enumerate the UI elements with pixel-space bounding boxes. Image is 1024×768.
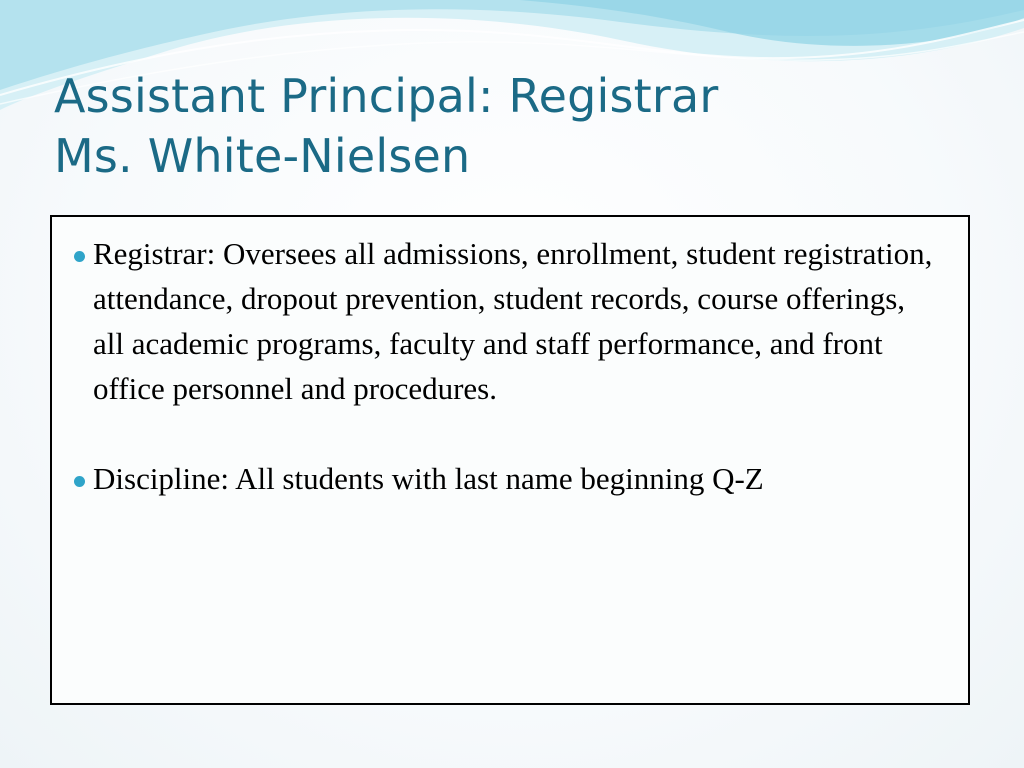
bullet-text: Discipline: All students with last name beginning Q-Z: [93, 461, 764, 496]
slide-title: [54, 66, 719, 186]
bullet-text: Registrar: Oversees all admissions, enrollment, student registration, attendance, dropout prevention, student records, course offerings, all academic programs, faculty and staff performance, and front office personnel and procedures.: [93, 236, 933, 406]
title-line-1: Assistant Principal: Registrar: [54, 69, 719, 123]
content-box: [50, 215, 970, 705]
bullet-list: [52, 217, 968, 501]
bullet-item-registrar: [52, 231, 938, 411]
bullet-item-discipline: [52, 456, 938, 501]
bullet-dot-icon: [74, 476, 85, 487]
title-line-2: Ms. White-Nielsen: [54, 129, 471, 183]
bullet-dot-icon: [74, 251, 85, 262]
